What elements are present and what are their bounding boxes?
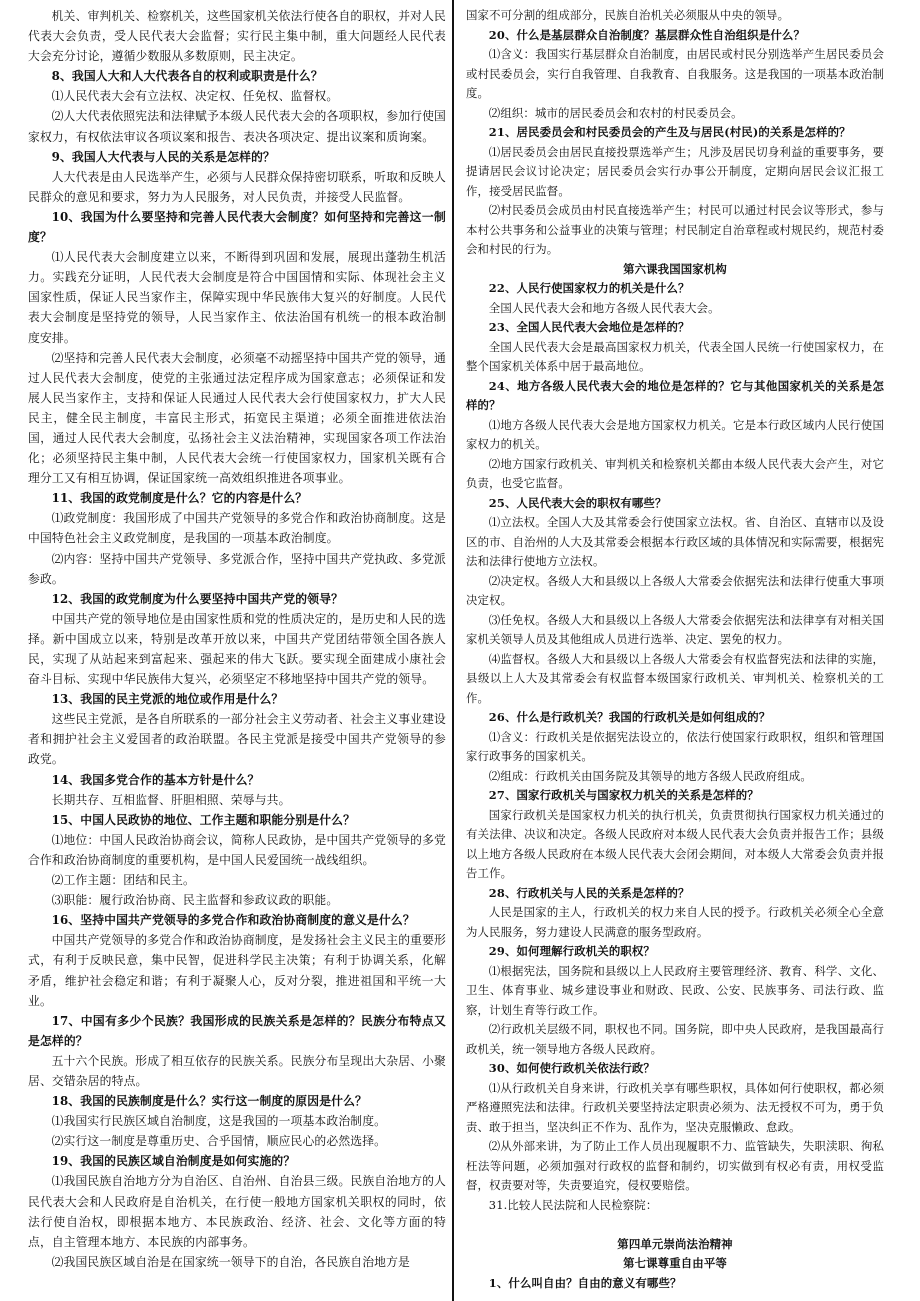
question-heading: 10、我国为什么要坚持和完善人民代表大会制度？如何坚持和完善这一制度？ bbox=[28, 209, 446, 245]
right-column bbox=[466, 6, 884, 1293]
paragraph: 机关、审判机关、检察机关，这些国家机关依法行使各自的职权，并对人民代表大会负责，受人民代表大会监督；实行民主集中制，重大问题经人民代表大会充分讨论，遵循少数服从多数原则，民主决定。 bbox=[28, 9, 446, 64]
question-heading: 16、坚持中国共产党领导的多党合作和政治协商制度的意义是什么？ bbox=[51, 913, 415, 928]
paragraph: ⑷监督权。各级人大和县级以上各级人大常委会有权监督宪法和法律的实施，县级以上人大及其常委会有权监督本级国家行政机关、审判机关、检察机关的工作。 bbox=[466, 651, 884, 705]
paragraph-continued: 国家不可分割的组成部分，民族自治机关必须服从中央的领导。 bbox=[466, 8, 790, 22]
paragraph: ⑵行政机关层级不同，职权也不同。国务院，即中央人民政府，是我国最高行政机关，统一领导地方各级人民政府。 bbox=[466, 1022, 884, 1056]
question-heading: 8、我国人大和人大代表各自的权利或职责是什么？ bbox=[51, 69, 323, 84]
paragraph: ⑶职能：履行政治协商、民主监督和参政议政的职能。 bbox=[51, 893, 339, 908]
paragraph: ⑵人大代表依照宪法和法律赋予本级人民代表大会的各项职权，参加行使国家权力，有权依法审议各项议案和报告、表决各项决定、提出议案和质询案。 bbox=[28, 109, 446, 144]
paragraph: ⑴我国民族自治地方分为自治区、自治州、自治县三级。民族自治地方的人民代表大会和人民政府是自治机关，在行使一般地方国家机关职权的同时，依法行使自治权，即根据本地方、本民族政治、经济、社会、文化等方面的特点，自主管理本地方、本民族的内部事务。 bbox=[28, 1174, 446, 1249]
paragraph: ⑴地位：中国人民政治协商会议，简称人民政协，是中国共产党领导的多党合作和政治协商制度的重要机构，是中国人民爱国统一战线组织。 bbox=[28, 832, 446, 867]
paragraph: ⑵组织：城市的居民委员会和农村的村民委员会。 bbox=[488, 105, 743, 120]
paragraph: ⑵工作主题：团结和民主。 bbox=[51, 873, 195, 888]
question-heading: 30、如何使行政机关依法行政？ bbox=[488, 1061, 655, 1075]
paragraph: ⑵村民委员会成员由村民直接选举产生；村民可以通过村民会议等形式，参与本村公共事务和公益事业的决策与管理；村民制定自治章程或村规民约，规范村委会和村民的行为。 bbox=[466, 203, 884, 256]
paragraph: 31.比较人民法院和人民检察院： bbox=[488, 1197, 658, 1212]
paragraph: ⑵我国民族区域自治是在国家统一领导下的自治，各民族自治地方是 bbox=[51, 1254, 411, 1269]
paragraph: ⑴含义：行政机关是依据宪法设立的，依法行使国家行政职权，组织和管理国家行政事务的国家机关。 bbox=[466, 729, 884, 763]
paragraph: ⑴根据宪法，国务院和县级以上人民政府主要管理经济、教育、科学、文化、卫生、体育事业、城乡建设事业和财政、民政、公安、民族事务、司法行政、监察，计划生育等行政工作。 bbox=[466, 963, 884, 1017]
left-column bbox=[28, 6, 446, 1272]
question-heading: 22、人民行使国家权力的机关是什么？ bbox=[488, 281, 690, 295]
question-heading: 9、我国人大代表与人民的关系是怎样的？ bbox=[51, 149, 275, 164]
paragraph: 全国人民代表大会和地方各级人民代表大会。 bbox=[488, 300, 720, 315]
paragraph: ⑴我国实行民族区域自治制度，这是我国的一项基本政治制度。 bbox=[51, 1114, 387, 1129]
column-divider bbox=[452, 0, 454, 1301]
paragraph: 全国人民代表大会是最高国家权力机关，代表全国人民统一行使国家权力，在整个国家机关体系中居于最高地位。 bbox=[466, 339, 884, 373]
section-heading: 第七课尊重自由平等 bbox=[623, 1256, 727, 1270]
question-heading: 17、中国有多少个民族？我国形成的民族关系是怎样的？民族分布特点又是怎样的？ bbox=[28, 1013, 446, 1048]
paragraph: ⑴政党制度：我国形成了中国共产党领导的多党合作和政治协商制度。这是中国特色社会主义政党制度，是我国的一项基本政治制度。 bbox=[28, 511, 446, 546]
paragraph: 长期共存、互相监督、肝胆相照、荣辱与共。 bbox=[51, 792, 291, 807]
question-heading: 23、全国人民代表大会地位是怎样的？ bbox=[488, 320, 690, 334]
paragraph: ⑴人民代表大会有立法权、决定权、任免权、监督权。 bbox=[51, 89, 339, 104]
paragraph: 人民是国家的主人，行政机关的权力来自人民的授予。行政机关必须全心全意为人民服务，努力建设人民满意的服务型政府。 bbox=[466, 905, 884, 939]
paragraph: ⑴立法权。全国人大及其常委会行使国家立法权。省、自治区、直辖市以及设区的市、自治州的人大及其常委会根据本行政区域的具体情况和实际需要，根据宪法和法律行使地方立法权。 bbox=[466, 515, 884, 568]
question-heading: 11、我国的政党制度是什么？它的内容是什么？ bbox=[51, 491, 308, 506]
paragraph: ⑴从行政机关自身来讲，行政机关享有哪些职权，具体如何行使职权，都必须严格遵照宪法和法律。行政机关要坚持法定职责必须为、法无授权不可为，勇于负责、敢于担当，坚决纠正不作为、乱作为，坚决克服懒政、怠政。 bbox=[466, 1080, 884, 1134]
paragraph: 中国共产党的领导地位是由国家性质和党的性质决定的，是历史和人民的选择。新中国成立以来，特别是改革开放以来，中国共产党团结带领全国各族人民，实现了从站起来到富起来、强起来的伟大飞跃。要实现全面建成小康社会奋斗目标、实现中华民族伟大复兴，必须坚定不移地坚持中国共产党的领导。 bbox=[28, 611, 446, 687]
paragraph: ⑴地方各级人民代表大会是地方国家权力机关。它是本行政区域内人民行使国家权力的机关。 bbox=[466, 417, 884, 451]
paragraph: ⑵实行这一制度是尊重历史、合乎国情，顺应民心的必然选择。 bbox=[51, 1134, 387, 1149]
question-heading: 18、我国的民族制度是什么？实行这一制度的原因是什么？ bbox=[51, 1094, 367, 1109]
question-heading: 28、行政机关与人民的关系是怎样的？ bbox=[488, 885, 690, 900]
question-heading: 12、我国的政党制度为什么要坚持中国共产党的领导？ bbox=[51, 591, 344, 606]
paragraph: ⑵地方国家行政机关、审判机关和检察机关都由本级人民代表大会产生，对它负责，也受它监督。 bbox=[466, 456, 884, 490]
question-heading: 20、什么是基层群众自治制度？基层群众性自治组织是什么？ bbox=[488, 27, 806, 42]
question-heading: 1、什么叫自由？自由的意义有哪些？ bbox=[488, 1275, 682, 1290]
paragraph: ⑶任免权。各级人大和县级以上各级人大常委会依据宪法和法律享有对相关国家机关领导人员及其他组成人员进行选举、决定、罢免的权力。 bbox=[466, 612, 884, 646]
spacer bbox=[466, 1215, 884, 1235]
paragraph: 国家行政机关是国家权力机关的执行机关，负责贯彻执行国家权力机关通过的有关法律、决议和决定。各级人民政府对本级人民代表大会负责并报告工作；县级以上地方各级人民政府在本级人民代表大会闭会期间，对本级人大常委会负责并报告工作。 bbox=[466, 807, 884, 880]
section-heading: 第四单元崇尚法治精神 bbox=[617, 1236, 733, 1251]
question-heading: 26、什么是行政机关？我国的行政机关是如何组成的？ bbox=[488, 710, 771, 724]
paragraph: ⑵从外部来讲，为了防止工作人员出现履职不力、监管缺失，失职渎职、徇私枉法等问题，必须加强对行政权的监督和制约，切实做到有权必有责，用权受监督，权责要对等，失责要追究，侵权要赔偿。 bbox=[466, 1139, 884, 1192]
paragraph: ⑴含义：我国实行基层群众自治制度，由居民或村民分别选举产生居民委员会或村民委员会，实行自我管理、自我教育、自我服务。这是我国的一项基本政治制度。 bbox=[466, 47, 884, 100]
question-heading: 25、人民代表大会的职权有哪些？ bbox=[488, 495, 667, 510]
paragraph: 这些民主党派，是各自所联系的一部分社会主义劳动者、社会主义事业建设者和拥护社会主义爱国者的政治联盟。各民主党派是接受中国共产党领导的参政党。 bbox=[28, 712, 446, 767]
paragraph: ⑴人民代表大会制度建立以来，不断得到巩固和发展，展现出蓬勃生机活力。实践充分证明，人民代表大会制度是符合中国国情和实际、体现社会主义国家性质，保证人民当家作主，保障实现中华民族伟大复兴的好制度。人民代表大会制度是坚持党的领导，人民当家作主、依法治国有机统一的根本政治制度安排。 bbox=[28, 250, 446, 345]
paragraph: ⑵内容：坚持中国共产党领导、多党派合作，坚持中国共产党执政、多党派参政。 bbox=[28, 551, 446, 586]
paragraph: ⑵坚持和完善人民代表大会制度，必须毫不动摇坚持中国共产党的领导，通过人民代表大会制度，使党的主张通过法定程序成为国家意志；必须保证和发展人民当家作主，支持和保证人民通过人民代表大会行使国家权力，扩大人民民主，健全民主制度，丰富民主形式，拓宽民主渠道；必须全面推进依法治国，通过人民代表大会制度，弘扬社会主义法治精神，实现国家各项工作法治化；必须坚持民主集中制，人民代表大会统一行使国家权力，国家机关既有合理分工又有相互协调，保证国家统一高效组织推进各项事业。 bbox=[28, 350, 446, 486]
paragraph: 五十六个民族。形成了相互依存的民族关系。民族分布呈现出大杂居、小聚居、交错杂居的特点。 bbox=[28, 1053, 446, 1088]
question-heading: 24、地方各级人民代表大会的地位是怎样的？它与其他国家机关的关系是怎样的？ bbox=[466, 378, 884, 412]
question-heading: 14、我国多党合作的基本方针是什么？ bbox=[51, 772, 260, 787]
paragraph: ⑵组成：行政机关由国务院及其领导的地方各级人民政府组成。 bbox=[488, 768, 812, 783]
question-heading: 27、国家行政机关与国家权力机关的关系是怎样的？ bbox=[488, 788, 759, 802]
question-heading: 21、居民委员会和村民委员会的产生及与居民(村民)的关系是怎样的？ bbox=[488, 125, 851, 139]
paragraph: ⑴居民委员会由居民直接投票选举产生；凡涉及居民切身利益的重要事务，要提请居民会议讨论决定；居民委员会实行办事公开制度，定期向居民会议汇报工作，接受居民监督。 bbox=[466, 144, 884, 198]
question-heading: 13、我国的民主党派的地位或作用是什么？ bbox=[51, 692, 284, 707]
question-heading: 15、中国人民政协的地位、工作主题和职能分别是什么？ bbox=[51, 812, 356, 827]
question-heading: 29、如何理解行政机关的职权？ bbox=[488, 944, 655, 958]
question-heading: 19、我国的民族区域自治制度是如何实施的？ bbox=[51, 1154, 296, 1169]
paragraph: 中国共产党领导的多党合作和政治协商制度，是发扬社会主义民主的重要形式，有利于反映民意，集中民智，促进科学民主决策；有利于协调关系，化解矛盾，维护社会稳定和谐；有利于凝聚人心，反对分裂，推进祖国和平统一大业。 bbox=[28, 933, 446, 1008]
paragraph: 人大代表是由人民选举产生，必须与人民群众保持密切联系，听取和反映人民群众的意见和要求，努力为人民服务，对人民负责，并接受人民监督。 bbox=[28, 169, 446, 204]
paragraph: ⑵决定权。各级人大和县级以上各级人大常委会依据宪法和法律行使重大事项决定权。 bbox=[466, 573, 884, 607]
section-heading: 第六课我国国家机构 bbox=[623, 261, 727, 276]
